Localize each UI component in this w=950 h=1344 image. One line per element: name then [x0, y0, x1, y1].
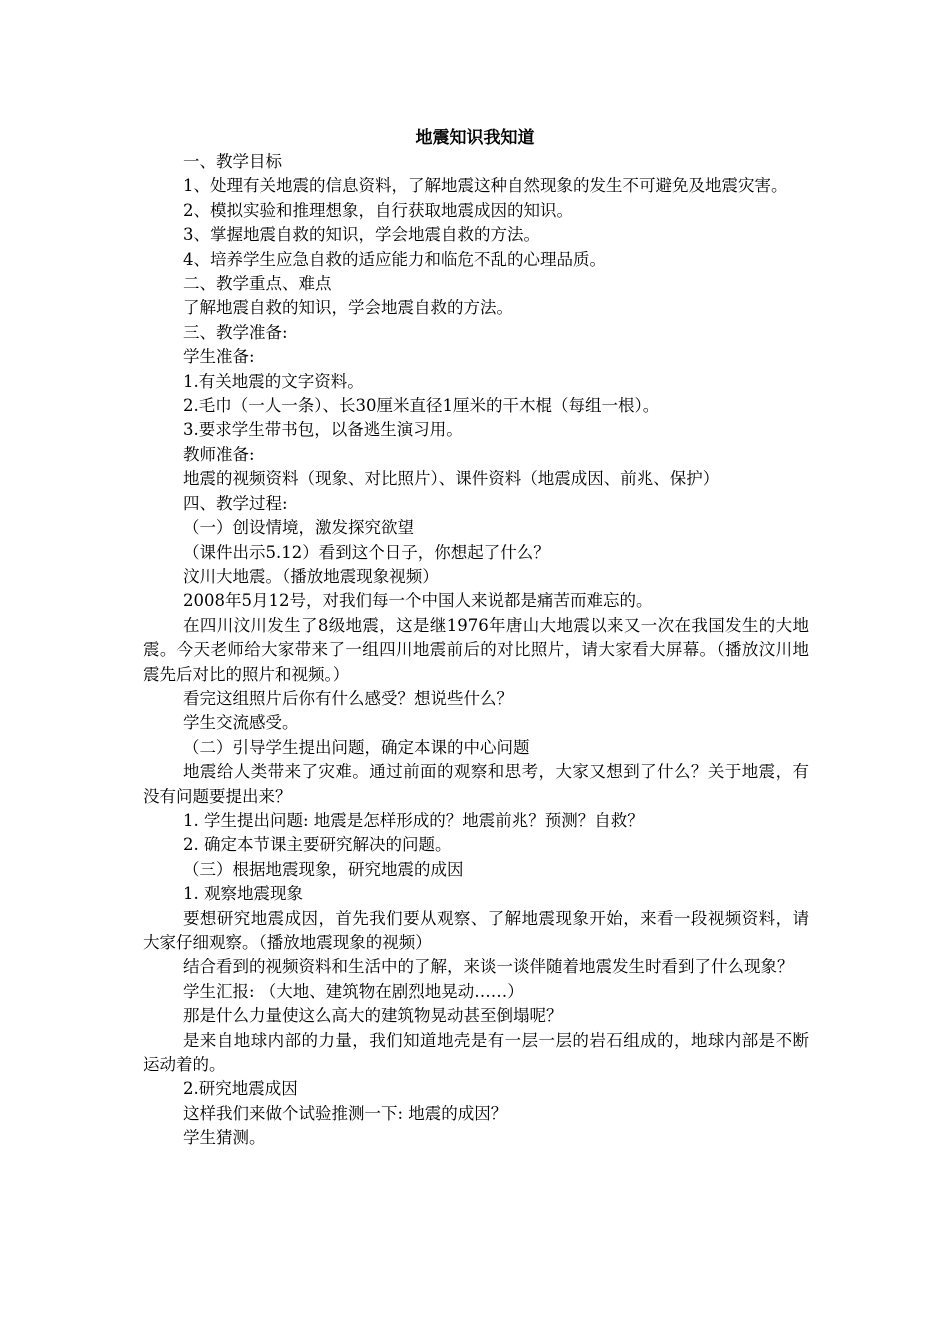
- paragraph: 在四川汶川发生了8级地震，这是继1976年唐山大地震以来又一次在我国发生的大地震。今天老师给大家带来了一组四川地震前后的对比照片，请大家看大屏幕。（播放汶川地震先后对比的照片和视频。）: [143, 615, 809, 684]
- document-title: 地震知识我知道: [415, 128, 535, 148]
- paragraph: 1.有关地震的文字资料。: [183, 371, 364, 391]
- document-body: [143, 150, 809, 1151]
- paragraph: 1. 观察地震现象: [183, 884, 303, 904]
- paragraph: 看完这组照片后你有什么感受？想说些什么？: [183, 688, 513, 708]
- paragraph: 是来自地球内部的力量，我们知道地壳是有一层一层的岩石组成的，地球内部是不断运动着的。: [143, 1030, 809, 1075]
- paragraph: 3、掌握地震自救的知识，学会地震自救的方法。: [183, 225, 540, 245]
- paragraph: 2.毛巾（一人一条）、长30厘米直径1厘米的干木棍（每组一根）。: [183, 396, 660, 416]
- paragraph: 地震给人类带来了灾难。通过前面的观察和思考，大家又想到了什么？关于地震，有没有问题要提出来？: [143, 762, 809, 806]
- paragraph: 2.研究地震成因: [183, 1079, 298, 1099]
- paragraph: 了解地震自救的知识，学会地震自救的方法。: [183, 298, 513, 318]
- paragraph: 4、培养学生应急自救的适应能力和临危不乱的心理品质。: [183, 249, 606, 269]
- paragraph: （课件出示5.12）看到这个日子，你想起了什么？: [183, 542, 550, 562]
- paragraph: 地震的视频资料（现象、对比照片）、课件资料（地震成因、前兆、保护）: [183, 469, 720, 489]
- paragraph: 三、教学准备:: [183, 322, 288, 342]
- paragraph: 二、教学重点、难点: [183, 274, 332, 294]
- paragraph: 2008年5月12号，对我们每一个中国人来说都是痛苦而难忘的。: [183, 591, 653, 611]
- paragraph: 教师准备:: [183, 444, 255, 464]
- paragraph: 结合看到的视频资料和生活中的了解，来谈一谈伴随着地震发生时看到了什么现象？: [183, 957, 794, 977]
- paragraph: 学生猜测。: [183, 1128, 266, 1148]
- paragraph: 学生准备:: [183, 347, 255, 367]
- paragraph: 一、教学目标: [183, 152, 282, 171]
- paragraph: 3.要求学生带书包，以备逃生演习用。: [183, 420, 463, 440]
- paragraph: 四、教学过程:: [183, 493, 288, 513]
- paragraph: 2. 确定本节课主要研究解决的问题。: [183, 835, 452, 855]
- paragraph: 2、模拟实验和推理想象，自行获取地震成因的知识。: [183, 200, 573, 220]
- paragraph: （三）根据地震现象，研究地震的成因: [183, 859, 464, 879]
- paragraph: 1、处理有关地震的信息资料，了解地震这种自然现象的发生不可避免及地震灾害。: [183, 176, 788, 196]
- paragraph: 1. 学生提出问题: 地震是怎样形成的？地震前兆？预测？自救？: [183, 810, 644, 830]
- paragraph: 汶川大地震。（播放地震现象视频）: [183, 566, 439, 586]
- paragraph: （二）引导学生提出问题，确定本课的中心问题: [183, 737, 530, 757]
- paragraph: 学生汇报: （大地、建筑物在剧烈地晃动……）: [183, 981, 524, 1001]
- paragraph: （一）创设情境，激发探究欲望: [183, 518, 414, 538]
- paragraph: 这样我们来做个试验推测一下: 地震的成因？: [183, 1103, 508, 1123]
- paragraph: 要想研究地震成因，首先我们要从观察、了解地震现象开始，来看一段视频资料，请大家仔细观察。（播放地震现象的视频）: [143, 908, 809, 952]
- paragraph: 那是什么力量使这么高大的建筑物晃动甚至倒塌呢？: [183, 1006, 563, 1026]
- paragraph: 学生交流感受。: [183, 713, 299, 733]
